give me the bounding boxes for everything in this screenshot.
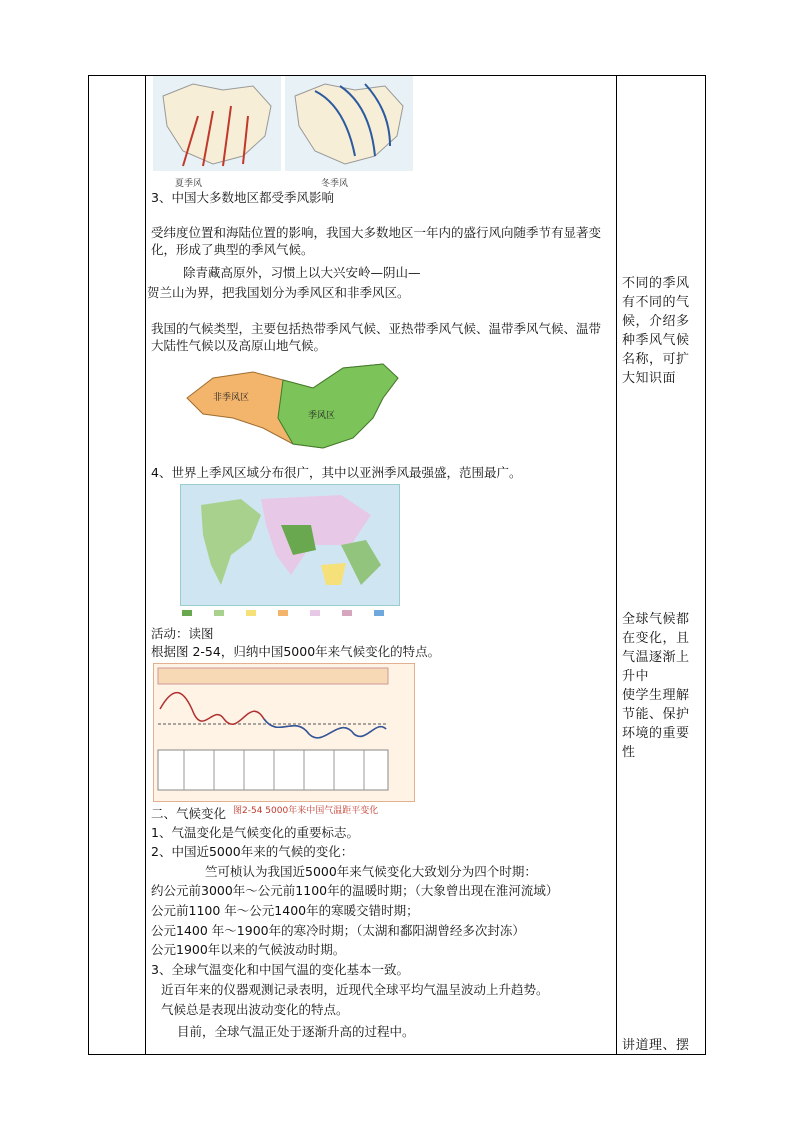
note-monsoon: 不同的季风有不同的气候，介绍多种季风气候名称，可扩大知识面 [622, 276, 690, 386]
section3-title: 3、中国大多数地区都受季风影响 [151, 190, 334, 205]
content-column [147, 76, 615, 1054]
lesson-table [88, 75, 706, 1055]
item2-intro: 竺可桢认为我国近5000年来气候变化大致划分为四个时期： [205, 864, 537, 879]
period1: 约公元前3000年～公元前1100年的温暖时期；（大象曾出现在淮河流域） [151, 883, 559, 898]
china-monsoon-map [183, 358, 403, 452]
activity-title: 活动：读图 [151, 626, 214, 641]
item2: 2、中国近5000年来的气候的变化： [151, 844, 354, 859]
notes-column [618, 76, 706, 1054]
summer-caption: 夏季风 [175, 179, 203, 189]
column-divider-left [145, 76, 146, 1054]
section4-title: 4、世界上季风区域分布很广，其中以亚洲季风最强盛，范围最广。 [151, 465, 522, 480]
para-division-line1: 除青藏高原外，习惯上以大兴安岭—阴山— [183, 265, 421, 280]
item3-line3: 目前，全球气温正处于逐渐升高的过程中。 [177, 1024, 415, 1039]
non-monsoon-label: 非季风区 [213, 393, 250, 403]
temperature-anomaly-chart [153, 663, 415, 802]
item3-line2: 气候总是表现出波动变化的特点。 [161, 1002, 349, 1017]
item1: 1、气温变化是气候变化的重要标志。 [151, 825, 359, 840]
summer-monsoon-map [153, 76, 281, 171]
note-environment: 使学生理解节能、保护环境的重要性 [622, 688, 690, 760]
winter-monsoon-map [285, 76, 413, 171]
monsoon-label: 季风区 [308, 411, 336, 421]
period4: 公元1900年以来的气候波动时期。 [151, 942, 346, 957]
period3: 公元1400 年～1900年的寒冷时期；（太湖和鄱阳湖曾经多次封冻） [151, 923, 525, 938]
note-reasoning: 讲道理、摆 [622, 1038, 690, 1053]
world-monsoon-map [180, 484, 400, 606]
item3: 3、全球气温变化和中国气温的变化基本一致。 [151, 962, 409, 977]
world-map-legend [180, 607, 398, 621]
activity-text: 根据图 2-54，归纳中国5000年来气候变化的特点。 [151, 644, 441, 659]
section-ii-title: 二、气候变化 [151, 806, 227, 821]
chart-caption: 图2-54 5000年来中国气温距平变化 [233, 806, 379, 816]
column-divider-right [616, 76, 617, 1054]
para-climate-types: 我国的气候类型，主要包括热带季风气候、亚热带季风气候、温带季风气候、温带大陆性气候以及高原山地气候。 [151, 321, 602, 353]
note-global-warming: 全球气候都在变化，且气温逐渐上升中 [622, 612, 690, 684]
para-division-line2: 贺兰山为界，把我国划分为季风区和非季风区。 [147, 285, 410, 300]
winter-caption: 冬季风 [321, 179, 349, 189]
item3-line1: 近百年来的仪器观测记录表明，近现代全球平均气温呈波动上升趋势。 [161, 982, 549, 997]
para-monsoon-climate: 受纬度位置和海陆位置的影响，我国大多数地区一年内的盛行风向随季节有显著变化，形成了典型的季风气候。 [151, 225, 602, 257]
period2: 公元前1100 年～公元1400年的寒暖交错时期； [151, 903, 419, 918]
